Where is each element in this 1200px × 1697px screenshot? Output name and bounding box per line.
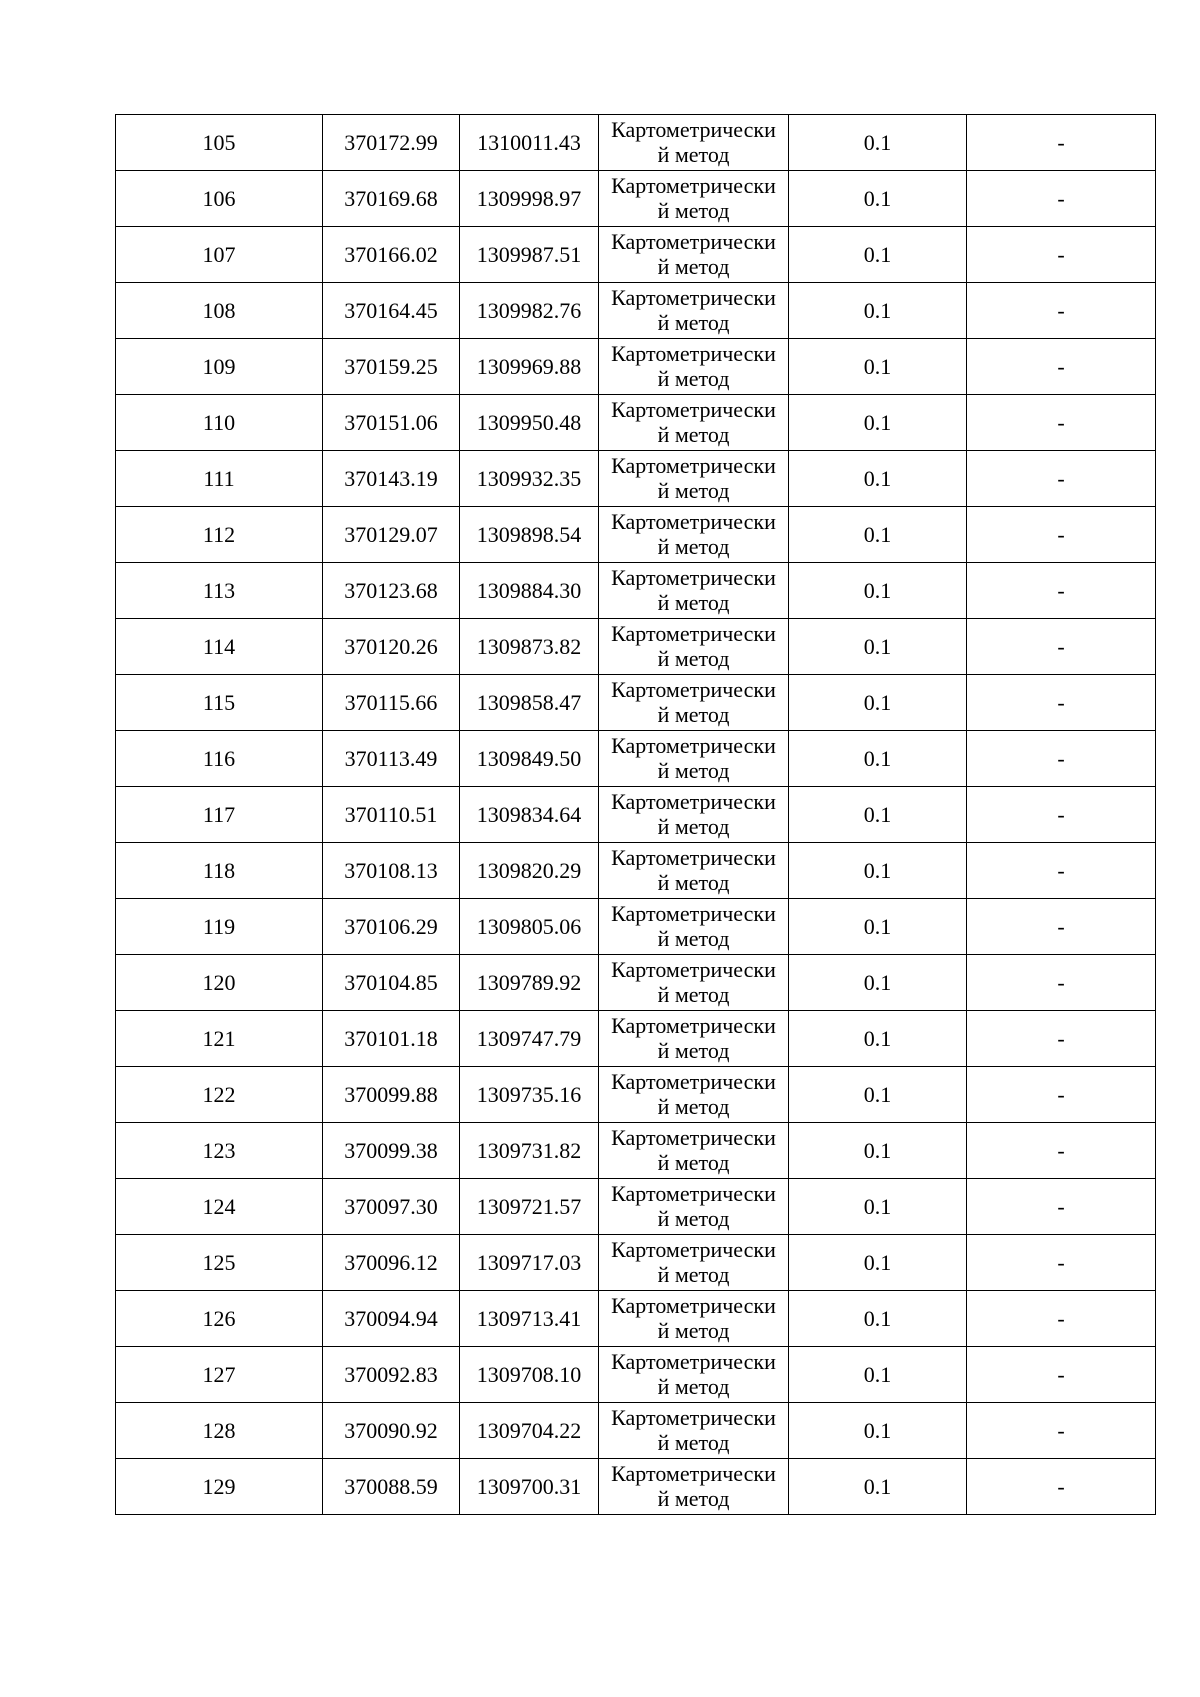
cell-accuracy: 0.1: [789, 395, 967, 451]
cell-point-number: 108: [116, 283, 323, 339]
cell-y-coordinate: 1309884.30: [460, 563, 599, 619]
cell-method: Картометрически й метод: [599, 1459, 789, 1515]
cell-point-number: 117: [116, 787, 323, 843]
cell-accuracy: 0.1: [789, 619, 967, 675]
table-row: [116, 1179, 1156, 1235]
cell-accuracy: 0.1: [789, 171, 967, 227]
cell-note: -: [967, 451, 1156, 507]
cell-y-coordinate: 1309998.97: [460, 171, 599, 227]
table-row: [116, 1291, 1156, 1347]
cell-accuracy: 0.1: [789, 507, 967, 563]
table-row: [116, 507, 1156, 563]
cell-note: -: [967, 339, 1156, 395]
cell-note: -: [967, 787, 1156, 843]
cell-accuracy: 0.1: [789, 1235, 967, 1291]
cell-y-coordinate: 1309987.51: [460, 227, 599, 283]
cell-x-coordinate: 370096.12: [323, 1235, 460, 1291]
cell-x-coordinate: 370115.66: [323, 675, 460, 731]
cell-y-coordinate: 1309834.64: [460, 787, 599, 843]
cell-method: Картометрически й метод: [599, 283, 789, 339]
cell-x-coordinate: 370151.06: [323, 395, 460, 451]
cell-point-number: 110: [116, 395, 323, 451]
table-row: [116, 283, 1156, 339]
table-row: [116, 171, 1156, 227]
cell-y-coordinate: 1309747.79: [460, 1011, 599, 1067]
cell-method: Картометрически й метод: [599, 339, 789, 395]
cell-point-number: 111: [116, 451, 323, 507]
cell-x-coordinate: 370120.26: [323, 619, 460, 675]
table-row: [116, 563, 1156, 619]
table-row: [116, 1347, 1156, 1403]
cell-y-coordinate: 1310011.43: [460, 115, 599, 171]
table-row: [116, 899, 1156, 955]
cell-note: -: [967, 1235, 1156, 1291]
cell-x-coordinate: 370099.88: [323, 1067, 460, 1123]
table-row: [116, 1459, 1156, 1515]
cell-x-coordinate: 370172.99: [323, 115, 460, 171]
cell-method: Картометрически й метод: [599, 1067, 789, 1123]
table-row: [116, 395, 1156, 451]
cell-x-coordinate: 370108.13: [323, 843, 460, 899]
cell-method: Картометрически й метод: [599, 451, 789, 507]
cell-method: Картометрически й метод: [599, 1291, 789, 1347]
cell-x-coordinate: 370104.85: [323, 955, 460, 1011]
cell-point-number: 112: [116, 507, 323, 563]
table-row: [116, 227, 1156, 283]
cell-note: -: [967, 1347, 1156, 1403]
cell-note: -: [967, 1291, 1156, 1347]
cell-method: Картометрически й метод: [599, 1123, 789, 1179]
cell-y-coordinate: 1309873.82: [460, 619, 599, 675]
cell-x-coordinate: 370169.68: [323, 171, 460, 227]
cell-note: -: [967, 283, 1156, 339]
table-row: [116, 339, 1156, 395]
cell-note: -: [967, 619, 1156, 675]
table-row: [116, 675, 1156, 731]
cell-y-coordinate: 1309969.88: [460, 339, 599, 395]
cell-method: Картометрически й метод: [599, 395, 789, 451]
table-row: [116, 1011, 1156, 1067]
cell-accuracy: 0.1: [789, 843, 967, 899]
cell-x-coordinate: 370099.38: [323, 1123, 460, 1179]
table-row: [116, 843, 1156, 899]
cell-method: Картометрически й метод: [599, 563, 789, 619]
cell-y-coordinate: 1309950.48: [460, 395, 599, 451]
cell-point-number: 126: [116, 1291, 323, 1347]
table-row: [116, 787, 1156, 843]
table-row: [116, 1403, 1156, 1459]
table-row: [116, 1067, 1156, 1123]
cell-accuracy: 0.1: [789, 1403, 967, 1459]
cell-note: -: [967, 1179, 1156, 1235]
cell-y-coordinate: 1309789.92: [460, 955, 599, 1011]
cell-accuracy: 0.1: [789, 339, 967, 395]
cell-note: -: [967, 1403, 1156, 1459]
cell-x-coordinate: 370110.51: [323, 787, 460, 843]
cell-point-number: 107: [116, 227, 323, 283]
cell-method: Картометрически й метод: [599, 619, 789, 675]
cell-point-number: 118: [116, 843, 323, 899]
cell-note: -: [967, 843, 1156, 899]
cell-point-number: 116: [116, 731, 323, 787]
cell-y-coordinate: 1309713.41: [460, 1291, 599, 1347]
cell-point-number: 105: [116, 115, 323, 171]
cell-note: -: [967, 395, 1156, 451]
cell-x-coordinate: 370143.19: [323, 451, 460, 507]
cell-note: -: [967, 115, 1156, 171]
cell-point-number: 115: [116, 675, 323, 731]
cell-note: -: [967, 955, 1156, 1011]
cell-y-coordinate: 1309858.47: [460, 675, 599, 731]
cell-note: -: [967, 1459, 1156, 1515]
cell-y-coordinate: 1309820.29: [460, 843, 599, 899]
cell-x-coordinate: 370101.18: [323, 1011, 460, 1067]
cell-x-coordinate: 370113.49: [323, 731, 460, 787]
cell-note: -: [967, 1123, 1156, 1179]
cell-note: -: [967, 675, 1156, 731]
cell-point-number: 125: [116, 1235, 323, 1291]
table-row: [116, 115, 1156, 171]
table-row: [116, 955, 1156, 1011]
cell-method: Картометрически й метод: [599, 115, 789, 171]
cell-accuracy: 0.1: [789, 563, 967, 619]
cell-accuracy: 0.1: [789, 1291, 967, 1347]
cell-note: -: [967, 507, 1156, 563]
cell-point-number: 124: [116, 1179, 323, 1235]
cell-accuracy: 0.1: [789, 899, 967, 955]
cell-method: Картометрически й метод: [599, 675, 789, 731]
cell-x-coordinate: 370166.02: [323, 227, 460, 283]
cell-y-coordinate: 1309708.10: [460, 1347, 599, 1403]
table-row: [116, 451, 1156, 507]
cell-method: Картометрически й метод: [599, 1347, 789, 1403]
cell-y-coordinate: 1309932.35: [460, 451, 599, 507]
cell-x-coordinate: 370123.68: [323, 563, 460, 619]
cell-y-coordinate: 1309735.16: [460, 1067, 599, 1123]
cell-method: Картометрически й метод: [599, 1179, 789, 1235]
cell-x-coordinate: 370094.94: [323, 1291, 460, 1347]
cell-method: Картометрически й метод: [599, 171, 789, 227]
table-row: [116, 1123, 1156, 1179]
cell-point-number: 129: [116, 1459, 323, 1515]
cell-point-number: 113: [116, 563, 323, 619]
cell-y-coordinate: 1309805.06: [460, 899, 599, 955]
cell-accuracy: 0.1: [789, 1179, 967, 1235]
cell-x-coordinate: 370092.83: [323, 1347, 460, 1403]
cell-method: Картометрически й метод: [599, 955, 789, 1011]
cell-method: Картометрически й метод: [599, 1235, 789, 1291]
cell-accuracy: 0.1: [789, 451, 967, 507]
cell-point-number: 109: [116, 339, 323, 395]
coordinates-table-body: [116, 115, 1156, 1515]
cell-y-coordinate: 1309731.82: [460, 1123, 599, 1179]
cell-point-number: 127: [116, 1347, 323, 1403]
cell-x-coordinate: 370159.25: [323, 339, 460, 395]
cell-accuracy: 0.1: [789, 787, 967, 843]
cell-point-number: 122: [116, 1067, 323, 1123]
cell-accuracy: 0.1: [789, 283, 967, 339]
cell-method: Картометрически й метод: [599, 731, 789, 787]
cell-point-number: 128: [116, 1403, 323, 1459]
cell-y-coordinate: 1309700.31: [460, 1459, 599, 1515]
cell-accuracy: 0.1: [789, 675, 967, 731]
cell-method: Картометрически й метод: [599, 1403, 789, 1459]
cell-accuracy: 0.1: [789, 1067, 967, 1123]
cell-method: Картометрически й метод: [599, 899, 789, 955]
cell-note: -: [967, 563, 1156, 619]
cell-accuracy: 0.1: [789, 731, 967, 787]
cell-note: -: [967, 1011, 1156, 1067]
cell-accuracy: 0.1: [789, 1347, 967, 1403]
cell-y-coordinate: 1309717.03: [460, 1235, 599, 1291]
coordinates-table: [115, 114, 1156, 1515]
cell-x-coordinate: 370106.29: [323, 899, 460, 955]
cell-method: Картометрически й метод: [599, 1011, 789, 1067]
cell-x-coordinate: 370164.45: [323, 283, 460, 339]
cell-note: -: [967, 171, 1156, 227]
cell-accuracy: 0.1: [789, 115, 967, 171]
cell-method: Картометрически й метод: [599, 227, 789, 283]
cell-point-number: 123: [116, 1123, 323, 1179]
cell-accuracy: 0.1: [789, 227, 967, 283]
cell-note: -: [967, 731, 1156, 787]
cell-y-coordinate: 1309982.76: [460, 283, 599, 339]
cell-y-coordinate: 1309704.22: [460, 1403, 599, 1459]
cell-y-coordinate: 1309898.54: [460, 507, 599, 563]
cell-point-number: 120: [116, 955, 323, 1011]
cell-note: -: [967, 227, 1156, 283]
cell-y-coordinate: 1309721.57: [460, 1179, 599, 1235]
cell-point-number: 119: [116, 899, 323, 955]
cell-point-number: 106: [116, 171, 323, 227]
cell-point-number: 114: [116, 619, 323, 675]
cell-x-coordinate: 370129.07: [323, 507, 460, 563]
cell-method: Картометрически й метод: [599, 787, 789, 843]
cell-accuracy: 0.1: [789, 1011, 967, 1067]
cell-accuracy: 0.1: [789, 1459, 967, 1515]
cell-x-coordinate: 370090.92: [323, 1403, 460, 1459]
table-row: [116, 619, 1156, 675]
cell-point-number: 121: [116, 1011, 323, 1067]
cell-method: Картометрически й метод: [599, 507, 789, 563]
cell-note: -: [967, 1067, 1156, 1123]
cell-accuracy: 0.1: [789, 955, 967, 1011]
cell-method: Картометрически й метод: [599, 843, 789, 899]
table-row: [116, 1235, 1156, 1291]
cell-accuracy: 0.1: [789, 1123, 967, 1179]
cell-note: -: [967, 899, 1156, 955]
table-row: [116, 731, 1156, 787]
cell-x-coordinate: 370097.30: [323, 1179, 460, 1235]
cell-x-coordinate: 370088.59: [323, 1459, 460, 1515]
cell-y-coordinate: 1309849.50: [460, 731, 599, 787]
